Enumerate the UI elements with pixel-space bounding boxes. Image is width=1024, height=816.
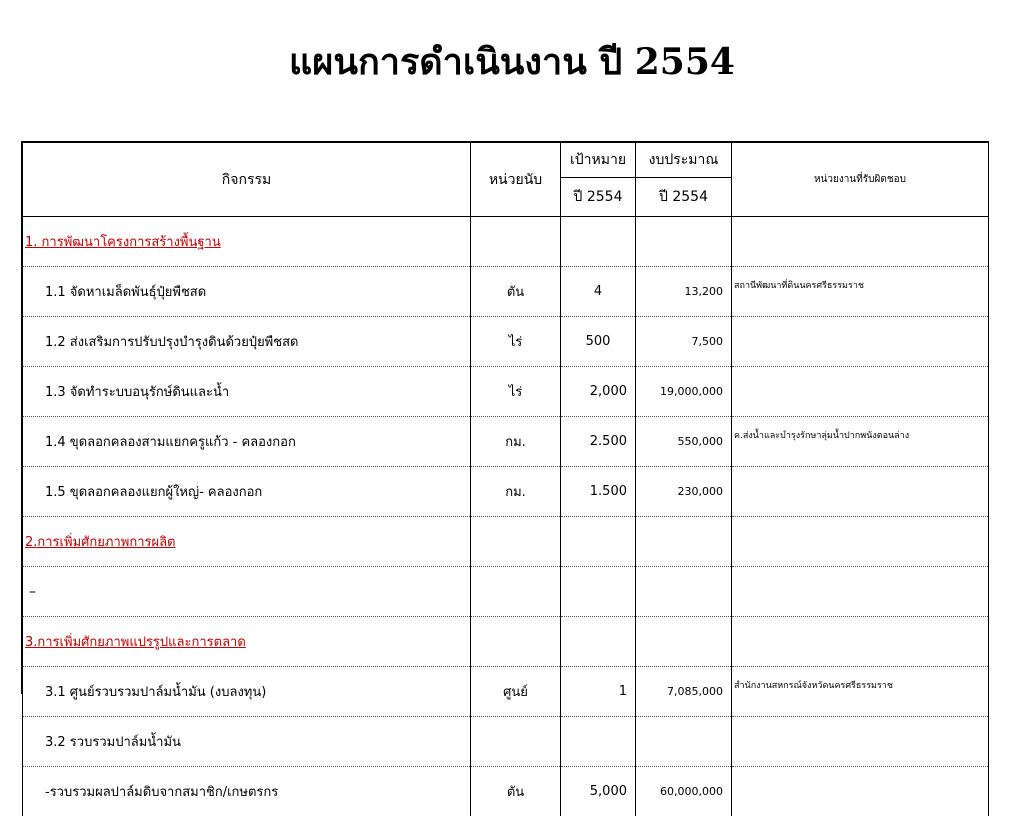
unit-cell: [471, 717, 561, 767]
table-body: [23, 217, 989, 816]
plan-table-container: [21, 141, 989, 694]
table-row: [23, 567, 989, 617]
category-label: 1. การพัฒนาโครงการสร้างพื้นฐาน: [23, 217, 471, 267]
page-title: แผนการดำเนินงาน ปี 2554: [0, 34, 1024, 90]
unit-cell: กม.: [471, 467, 561, 517]
target-cell: 1: [561, 667, 636, 717]
table-row: [23, 417, 989, 467]
responsible-cell: สำนักงานสหกรณ์จังหวัดนครศรีธรรมราช: [732, 667, 989, 717]
budget-cell: [636, 717, 732, 767]
budget-cell: 230,000: [636, 467, 732, 517]
table-header: [23, 143, 989, 217]
table-row: [23, 467, 989, 517]
header-budget: งบประมาณ: [636, 143, 732, 178]
category-row: [23, 217, 989, 267]
activity-cell: 1.3 จัดทำระบบอนุรักษ์ดินและน้ำ: [23, 367, 471, 417]
unit-cell: ไร่: [471, 317, 561, 367]
activity-cell: 1.2 ส่งเสริมการปรับปรุงบำรุงดินด้วยปุ๋ยพืชสด: [23, 317, 471, 367]
unit-cell: [471, 517, 561, 567]
responsible-cell: [732, 467, 989, 517]
responsible-cell: [732, 367, 989, 417]
header-responsible: หน่วยงานที่รับผิดชอบ: [732, 143, 989, 217]
unit-cell: ไร่: [471, 367, 561, 417]
responsible-cell: [732, 717, 989, 767]
table-row: [23, 667, 989, 717]
responsible-cell: [732, 617, 989, 667]
target-cell: 2.500: [561, 417, 636, 467]
budget-cell: [636, 617, 732, 667]
table-row: [23, 317, 989, 367]
header-target: เป้าหมาย: [561, 143, 636, 178]
budget-cell: 13,200: [636, 267, 732, 317]
budget-cell: 60,000,000: [636, 767, 732, 816]
target-cell: [561, 567, 636, 617]
responsible-cell: ค.ส่งน้ำและบำรุงรักษาลุ่มน้ำปากพนังตอนล่าง: [732, 417, 989, 467]
unit-cell: ตัน: [471, 767, 561, 816]
responsible-cell: [732, 767, 989, 816]
activity-cell: 3.2 รวบรวมปาล์มน้ำมัน: [23, 717, 471, 767]
responsible-cell: [732, 517, 989, 567]
category-row: [23, 517, 989, 567]
unit-cell: ตัน: [471, 267, 561, 317]
activity-cell: 3.1 ศูนย์รวบรวมปาล์มน้ำมัน (งบลงทุน): [23, 667, 471, 717]
category-label: 3.การเพิ่มศักยภาพแปรรูปและการตลาด: [23, 617, 471, 667]
table-row: [23, 717, 989, 767]
activity-cell: -รวบรวมผลปาล์มดิบจากสมาชิก/เกษตรกร: [23, 767, 471, 816]
header-unit: หน่วยนับ: [471, 143, 561, 217]
target-cell: 500: [561, 317, 636, 367]
target-cell: [561, 517, 636, 567]
header-activity: กิจกรรม: [23, 143, 471, 217]
budget-cell: [636, 517, 732, 567]
plan-table: [22, 142, 989, 816]
activity-cell: 1.1 จัดหาเมล็ดพันธุ์ปุ๋ยพืชสด: [23, 267, 471, 317]
header-target-year: ปี 2554: [561, 178, 636, 217]
category-row: [23, 617, 989, 667]
header-budget-year: ปี 2554: [636, 178, 732, 217]
budget-cell: 19,000,000: [636, 367, 732, 417]
budget-cell: [636, 567, 732, 617]
table-row: [23, 767, 989, 816]
budget-cell: 7,085,000: [636, 667, 732, 717]
table-row: [23, 267, 989, 317]
responsible-cell: [732, 567, 989, 617]
responsible-cell: [732, 217, 989, 267]
target-cell: 5,000: [561, 767, 636, 816]
unit-cell: [471, 617, 561, 667]
unit-cell: [471, 567, 561, 617]
unit-cell: [471, 217, 561, 267]
responsible-cell: สถานีพัฒนาที่ดินนครศรีธรรมราช: [732, 267, 989, 317]
target-cell: 1.500: [561, 467, 636, 517]
unit-cell: ศูนย์: [471, 667, 561, 717]
responsible-cell: [732, 317, 989, 367]
target-cell: [561, 617, 636, 667]
target-cell: [561, 217, 636, 267]
table-row: [23, 367, 989, 417]
unit-cell: กม.: [471, 417, 561, 467]
activity-cell: 1.5 ขุดลอกคลองแยกผู้ใหญ่- คลองกอก: [23, 467, 471, 517]
activity-cell: 1.4 ขุดลอกคลองสามแยกครูแก้ว - คลองกอก: [23, 417, 471, 467]
target-cell: 2,000: [561, 367, 636, 417]
activity-cell: –: [23, 567, 471, 617]
budget-cell: [636, 217, 732, 267]
target-cell: 4: [561, 267, 636, 317]
target-cell: [561, 717, 636, 767]
category-label: 2.การเพิ่มศักยภาพการผลิต: [23, 517, 471, 567]
budget-cell: 7,500: [636, 317, 732, 367]
budget-cell: 550,000: [636, 417, 732, 467]
